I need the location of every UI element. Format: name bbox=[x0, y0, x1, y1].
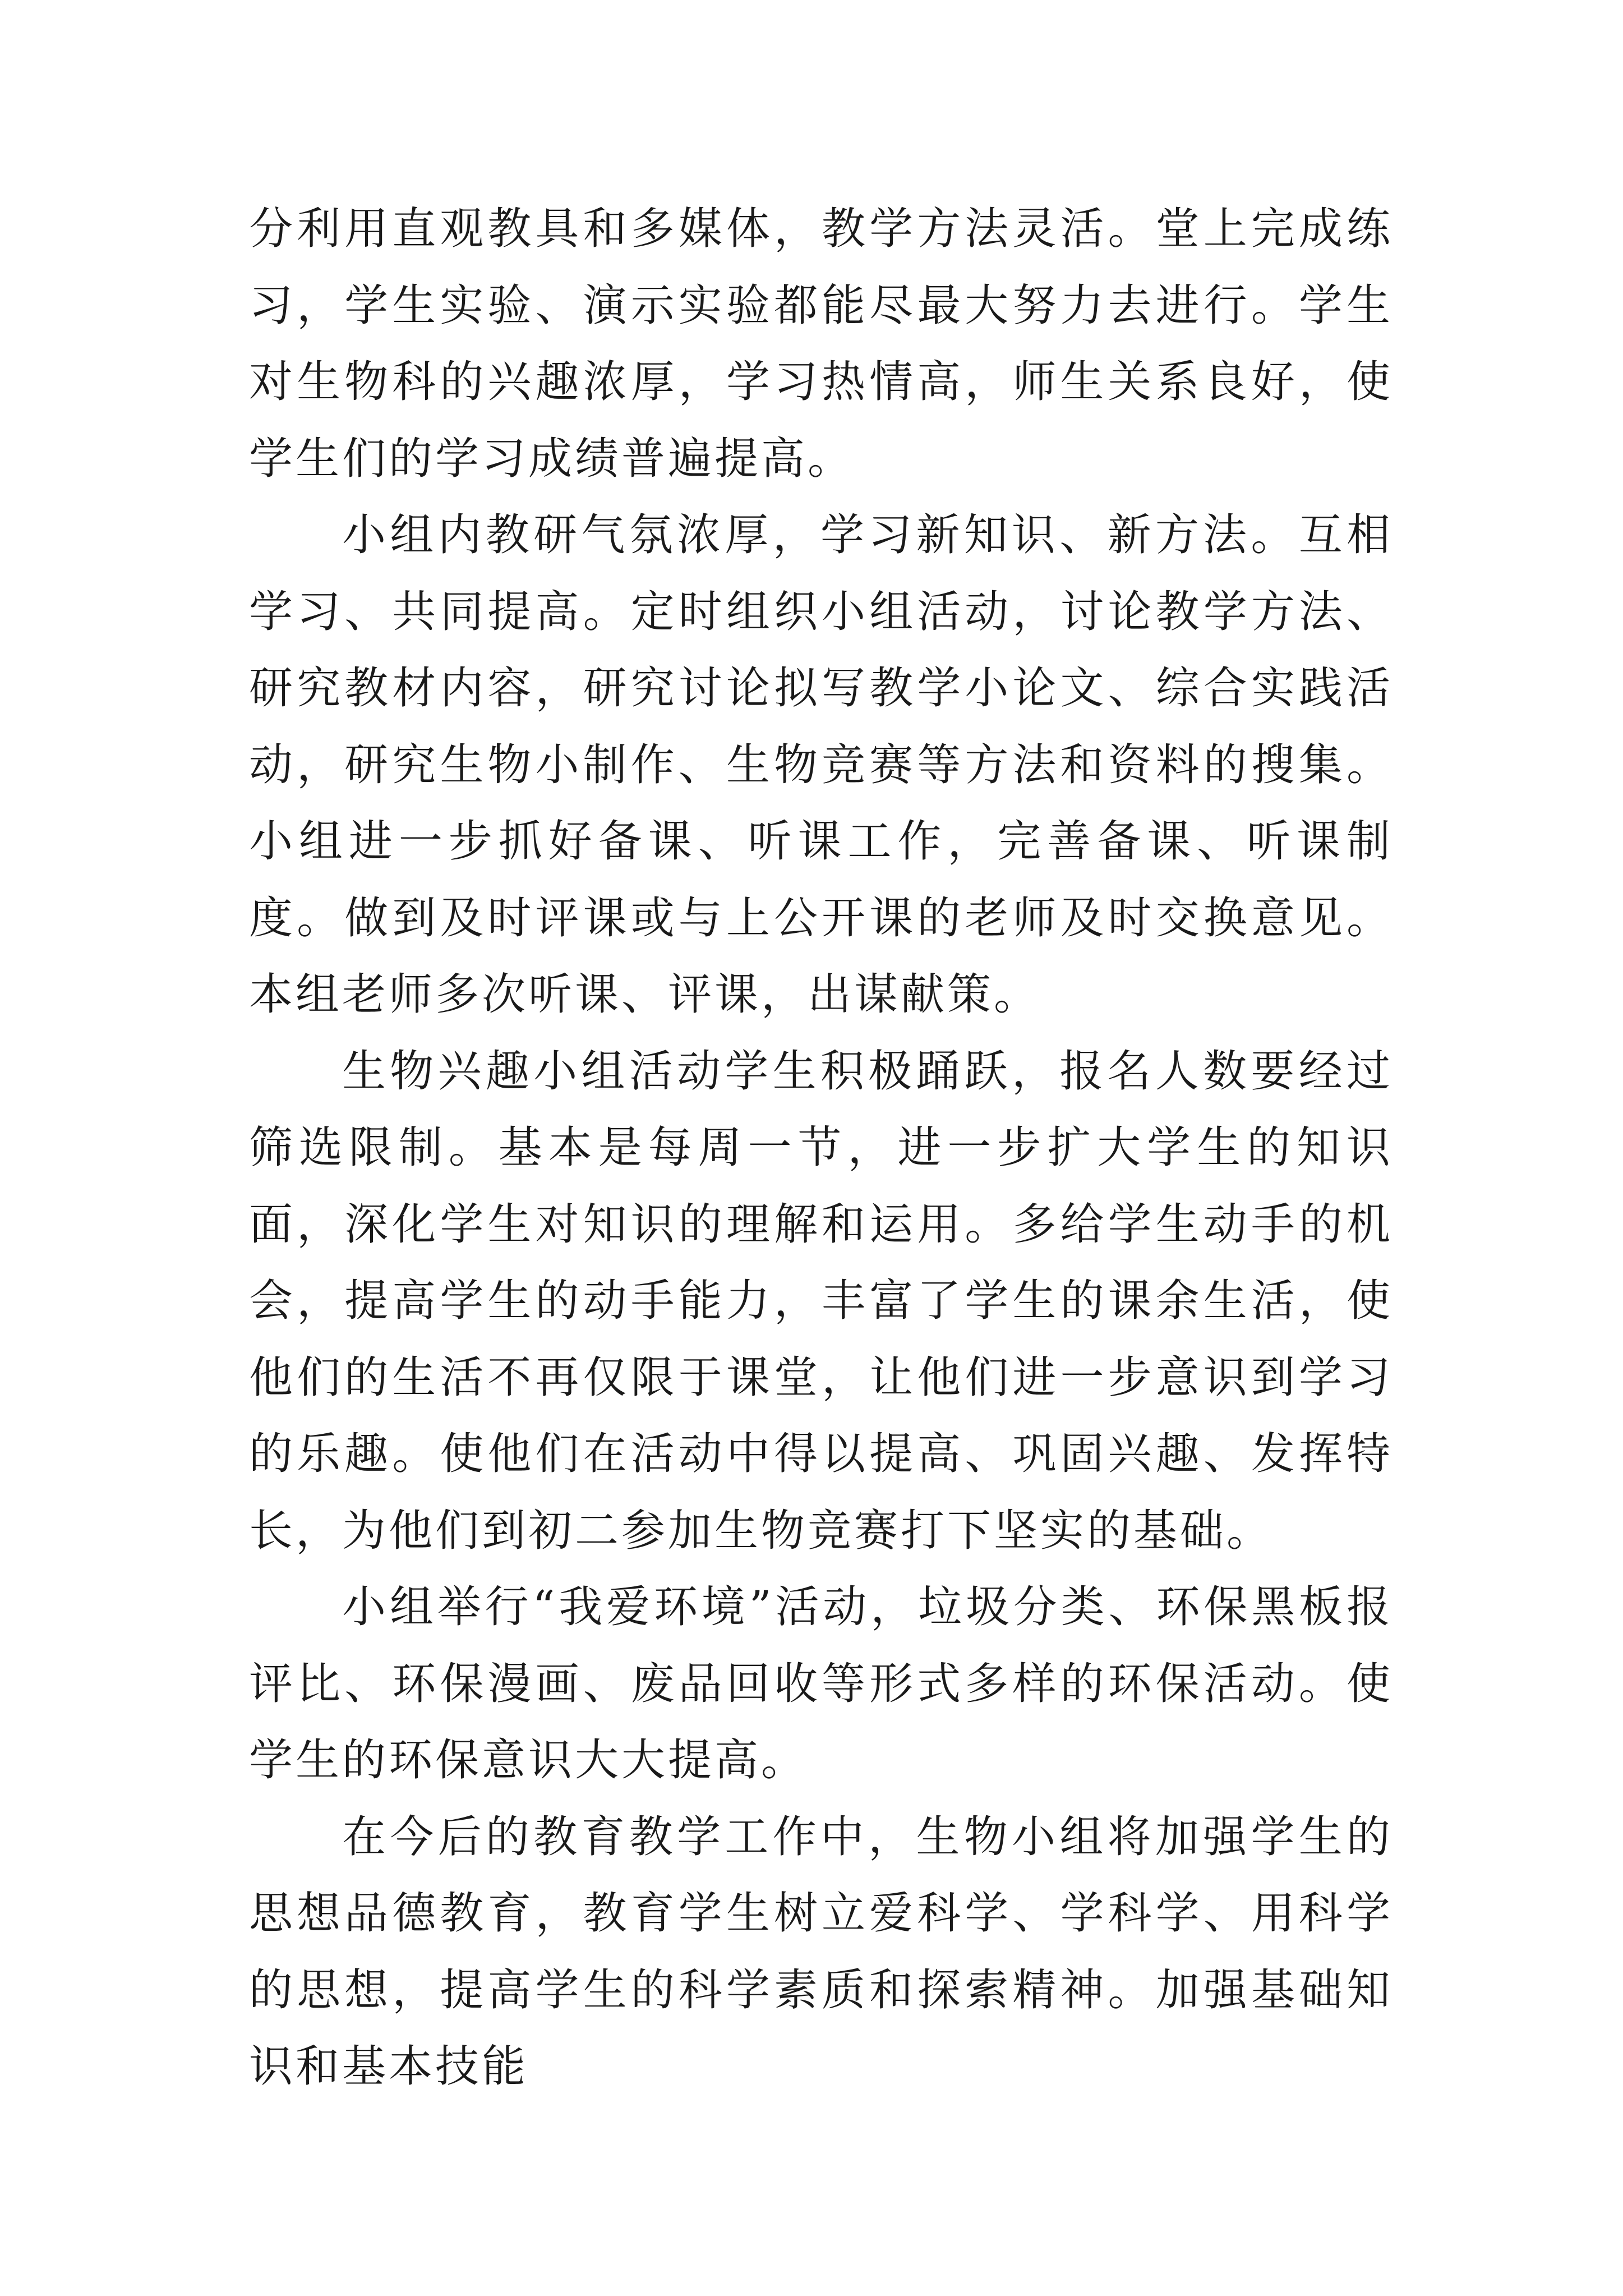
paragraph-2: 小组内教研气氛浓厚，学习新知识、新方法。互相学习、共同提高。定时组织小组活动，讨论教学方法、研究教材内容，研究讨论拟写教学小论文、综合实践活动，研究生物小制作、生物竞赛等方法和资料的搜集。小组进一步抓好备课、听课工作，完善备课、听课制度。做到及时评课或与上公开课的老师及时交换意见。本组老师多次听课、评课，出谋献策。 bbox=[249, 510, 1393, 1020]
paragraph-5: 在今后的教育教学工作中，生物小组将加强学生的思想品德教育，教育学生树立爱科学、学科学、用科学的思想，提高学生的科学素质和探索精神。加强基础知识和基本技能 bbox=[249, 1811, 1393, 2092]
paragraph-1: 分利用直观教具和多媒体，教学方法灵活。堂上完成练习，学生实验、演示实验都能尽最大努力去进行。学生对生物科的兴趣浓厚，学习热情高，师生关系良好，使学生们的学习成绩普遍提高。 bbox=[249, 204, 1393, 484]
paragraph-3: 生物兴趣小组活动学生积极踊跃，报名人数要经过筛选限制。基本是每周一节，进一步扩大学生的知识面，深化学生对知识的理解和运用。多给学生动手的机会，提高学生的动手能力，丰富了学生的课余生活，使他们的生活不再仅限于课堂，让他们进一步意识到学习的乐趣。使他们在活动中得以提高、巩固兴趣、发挥特长，为他们到初二参加生物竞赛打下坚实的基础。 bbox=[249, 1046, 1393, 1556]
document-body bbox=[249, 191, 1393, 2105]
paragraph-4: 小组举行“我爱环境”活动，垃圾分类、环保黑板报评比、环保漫画、废品回收等形式多样的环保活动。使学生的环保意识大大提高。 bbox=[249, 1582, 1393, 1786]
